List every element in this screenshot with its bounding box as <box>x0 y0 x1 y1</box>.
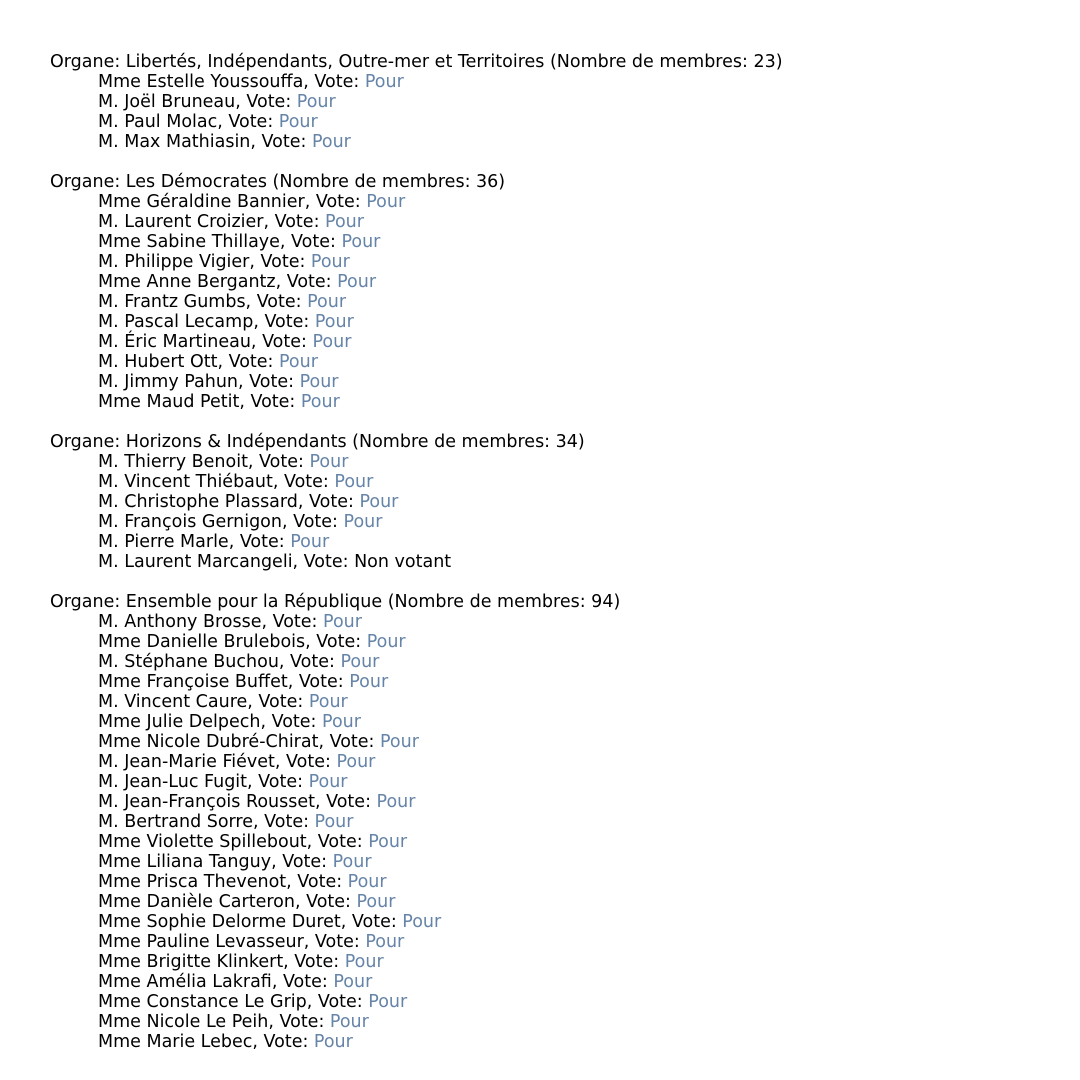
organe-group <box>50 172 1050 412</box>
member-row <box>50 272 1050 292</box>
group-separator <box>50 412 1050 432</box>
vote-link[interactable]: Pour <box>296 92 336 112</box>
member-name: Mme Nicole Le Peih, Vote: <box>98 1012 330 1032</box>
member-row <box>50 352 1050 372</box>
member-row <box>50 872 1050 892</box>
vote-link[interactable]: Pour <box>366 192 406 212</box>
vote-link[interactable]: Pour <box>290 532 330 552</box>
member-row <box>50 552 1050 572</box>
vote-link[interactable]: Pour <box>332 852 372 872</box>
member-row <box>50 532 1050 552</box>
vote-link[interactable]: Pour <box>314 312 354 332</box>
vote-link[interactable]: Pour <box>279 352 318 372</box>
member-row <box>50 512 1050 532</box>
member-row <box>50 632 1050 652</box>
organe-group <box>50 432 1050 572</box>
member-name: Mme Prisca Thevenot, Vote: <box>98 872 348 892</box>
vote-link[interactable]: Pour <box>329 1012 369 1032</box>
member-name: Mme Françoise Buffet, Vote: <box>98 672 350 692</box>
member-name: Mme Violette Spillebout, Vote: <box>98 832 369 852</box>
vote-link[interactable]: Pour <box>309 452 349 472</box>
member-name: M. Paul Molac, Vote: <box>98 112 279 132</box>
member-row <box>50 692 1050 712</box>
member-row <box>50 852 1050 872</box>
member-name: M. Laurent Marcangeli, Vote: <box>98 552 355 572</box>
vote-document <box>50 52 1050 1052</box>
member-name: M. Thierry Benoit, Vote: <box>98 452 310 472</box>
vote-link[interactable]: Pour <box>356 892 396 912</box>
vote-link[interactable]: Pour <box>364 72 404 92</box>
organe-heading: Organe: Horizons & Indépendants (Nombre de membres: 34) <box>50 432 585 452</box>
member-name: Mme Danielle Brulebois, Vote: <box>98 632 367 652</box>
vote-link[interactable]: Pour <box>365 932 405 952</box>
member-row <box>50 292 1050 312</box>
member-name: Mme Brigitte Klinkert, Vote: <box>98 952 345 972</box>
member-row <box>50 1032 1050 1052</box>
member-row <box>50 832 1050 852</box>
member-name: Mme Géraldine Bannier, Vote: <box>98 192 367 212</box>
vote-link[interactable]: Pour <box>376 792 416 812</box>
member-name: M. Stéphane Buchou, Vote: <box>98 652 341 672</box>
vote-link[interactable]: Pour <box>333 972 373 992</box>
vote-link[interactable]: Pour <box>336 752 376 772</box>
organe-heading: Organe: Ensemble pour la République (Nombre de membres: 94) <box>50 592 621 612</box>
member-row <box>50 312 1050 332</box>
member-row <box>50 932 1050 952</box>
vote-link[interactable]: Pour <box>278 112 318 132</box>
member-name: Mme Pauline Levasseur, Vote: <box>98 932 366 952</box>
vote-link[interactable]: Pour <box>340 652 380 672</box>
member-name: M. Jean-Luc Fugit, Vote: <box>98 772 309 792</box>
member-name: Mme Liliana Tanguy, Vote: <box>98 852 333 872</box>
member-row <box>50 912 1050 932</box>
member-row <box>50 732 1050 752</box>
member-name: M. Max Mathiasin, Vote: <box>98 132 312 152</box>
member-row <box>50 712 1050 732</box>
vote-link[interactable]: Pour <box>368 832 408 852</box>
member-name: Mme Sabine Thillaye, Vote: <box>98 232 342 252</box>
member-name: Mme Estelle Youssouffa, Vote: <box>98 72 365 92</box>
member-row <box>50 332 1050 352</box>
vote-link[interactable]: Pour <box>323 612 362 632</box>
member-row <box>50 612 1050 632</box>
member-name: M. François Gernigon, Vote: <box>98 512 344 532</box>
member-row <box>50 752 1050 772</box>
vote-link[interactable]: Pour <box>299 372 339 392</box>
vote-link[interactable]: Pour <box>314 812 354 832</box>
vote-link[interactable]: Pour <box>325 212 364 232</box>
member-row <box>50 112 1050 132</box>
member-row <box>50 812 1050 832</box>
vote-link[interactable]: Pour <box>308 692 348 712</box>
vote-value: Non votant <box>354 552 452 572</box>
group-separator <box>50 152 1050 172</box>
vote-link[interactable]: Pour <box>347 872 387 892</box>
member-name: M. Pascal Lecamp, Vote: <box>98 312 315 332</box>
member-name: M. Frantz Gumbs, Vote: <box>98 292 308 312</box>
member-row <box>50 672 1050 692</box>
member-name: M. Jean-François Rousset, Vote: <box>98 792 377 812</box>
member-name: M. Jimmy Pahun, Vote: <box>98 372 300 392</box>
vote-link[interactable]: Pour <box>311 132 351 152</box>
member-name: M. Philippe Vigier, Vote: <box>98 252 311 272</box>
vote-link[interactable]: Pour <box>343 512 383 532</box>
member-name: Mme Danièle Carteron, Vote: <box>98 892 357 912</box>
member-row <box>50 232 1050 252</box>
member-row <box>50 452 1050 472</box>
vote-link[interactable]: Pour <box>359 492 399 512</box>
member-name: M. Laurent Croizier, Vote: <box>98 212 326 232</box>
member-row <box>50 192 1050 212</box>
member-name: M. Éric Martineau, Vote: <box>98 332 313 352</box>
vote-link[interactable]: Pour <box>349 672 389 692</box>
vote-link[interactable]: Pour <box>337 272 377 292</box>
member-row <box>50 72 1050 92</box>
member-name: M. Christophe Plassard, Vote: <box>98 492 360 512</box>
vote-link[interactable]: Pour <box>344 952 384 972</box>
vote-link[interactable]: Pour <box>322 712 361 732</box>
member-row <box>50 952 1050 972</box>
vote-link[interactable]: Pour <box>313 1032 353 1052</box>
member-name: M. Vincent Thiébaut, Vote: <box>98 472 335 492</box>
member-name: Mme Marie Lebec, Vote: <box>98 1032 314 1052</box>
member-row <box>50 1012 1050 1032</box>
vote-link[interactable]: Pour <box>341 232 381 252</box>
member-row <box>50 132 1050 152</box>
member-row <box>50 372 1050 392</box>
vote-link[interactable]: Pour <box>366 632 406 652</box>
vote-link[interactable]: Pour <box>300 392 340 412</box>
member-name: Mme Amélia Lakrafi, Vote: <box>98 972 334 992</box>
member-name: M. Anthony Brosse, Vote: <box>98 612 324 632</box>
member-name: M. Vincent Caure, Vote: <box>98 692 309 712</box>
vote-link[interactable]: Pour <box>308 772 348 792</box>
member-row <box>50 772 1050 792</box>
member-name: M. Joël Bruneau, Vote: <box>98 92 297 112</box>
vote-link[interactable]: Pour <box>380 732 419 752</box>
member-row <box>50 492 1050 512</box>
member-row <box>50 992 1050 1012</box>
group-separator <box>50 572 1050 592</box>
member-name: Mme Sophie Delorme Duret, Vote: <box>98 912 403 932</box>
organe-heading: Organe: Les Démocrates (Nombre de membres: 36) <box>50 172 506 192</box>
vote-link[interactable]: Pour <box>402 912 442 932</box>
member-row <box>50 472 1050 492</box>
vote-link[interactable]: Pour <box>334 472 374 492</box>
member-name: Mme Constance Le Grip, Vote: <box>98 992 369 1012</box>
member-row <box>50 252 1050 272</box>
member-row <box>50 792 1050 812</box>
member-row <box>50 972 1050 992</box>
member-name: Mme Maud Petit, Vote: <box>98 392 301 412</box>
member-name: Mme Julie Delpech, Vote: <box>98 712 323 732</box>
vote-link[interactable]: Pour <box>310 252 350 272</box>
organe-group <box>50 52 1050 152</box>
member-name: M. Hubert Ott, Vote: <box>98 352 279 372</box>
member-name: M. Bertrand Sorre, Vote: <box>98 812 315 832</box>
vote-link[interactable]: Pour <box>312 332 352 352</box>
member-row <box>50 212 1050 232</box>
member-name: M. Pierre Marle, Vote: <box>98 532 291 552</box>
vote-link[interactable]: Pour <box>368 992 408 1012</box>
member-name: Mme Nicole Dubré-Chirat, Vote: <box>98 732 380 752</box>
member-name: M. Jean-Marie Fiévet, Vote: <box>98 752 337 772</box>
member-row <box>50 652 1050 672</box>
member-row <box>50 392 1050 412</box>
member-name: Mme Anne Bergantz, Vote: <box>98 272 338 292</box>
member-row <box>50 92 1050 112</box>
organe-group <box>50 592 1050 1052</box>
organe-heading: Organe: Libertés, Indépendants, Outre-mer et Territoires (Nombre de membres: 23) <box>50 52 783 72</box>
member-row <box>50 892 1050 912</box>
vote-link[interactable]: Pour <box>307 292 347 312</box>
